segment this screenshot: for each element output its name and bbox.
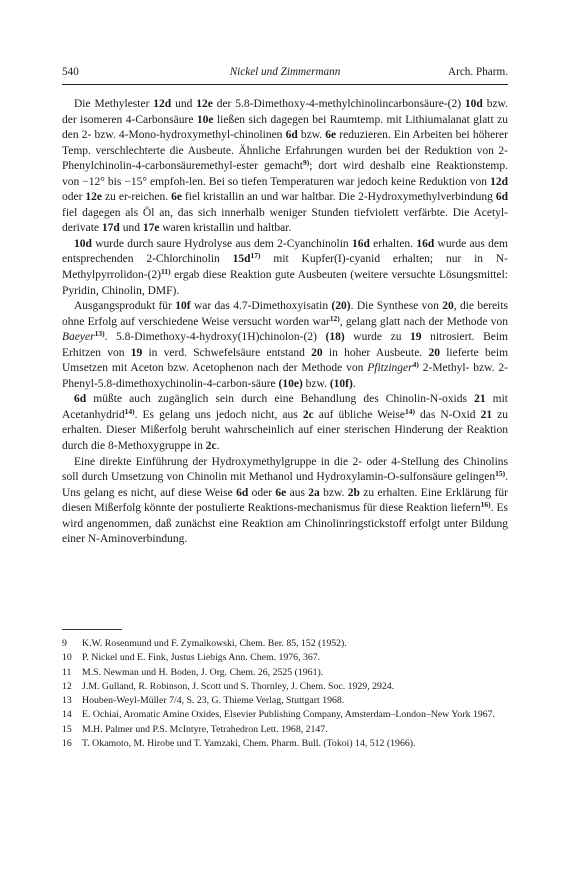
body-text <box>62 97 508 548</box>
journal-abbreviation: Arch. Pharm. <box>448 66 508 78</box>
footnote-rule <box>62 629 122 630</box>
running-authors: Nickel und Zimmermann <box>229 66 341 78</box>
footnotes <box>62 637 508 751</box>
paragraph: 6d müßte auch zugänglich sein durch eine Behandlung des Chinolin-N-oxids 21 mit Acetanhydrid$^{14)}$. Es gelang uns jedoch nicht, aus 2c auf übliche Weise$^{14)}$ das N-Oxid 21 zu erhalten. Dieser Mißerfolg beruht wahrscheinlich auf einer sterischen Hinderung der Reaktion durch die 8-Methoxygruppe in 2c. <box>62 393 509 453</box>
paragraph: Ausgangsprodukt für 10f war das 4.7-Dimethoxyisatin (20). Die Synthese von 20, die bereits ohne Erfolg auf verschiedene Weise versucht worden war$^{12)}$, gelang glatt nach der Methode von Baeyer$^{13)}$. 5.8-Dimethoxy-4-hydroxy(1H)chinolon-(2) (18) wurde zu 19 nitrosiert. Beim Erhitzen von 19 in verd. Schwefelsäure entstand 20 in hoher Ausbeute. 20 lieferte beim Umsetzen mit Aceton bzw. Acetophenon nach der Methode von Pfitzinger$^{4)}$ 2-Methyl- bzw. 2-Phenyl-5.8-dimethoxychinolin-4-carbon-säure (10e) bzw. (10f). <box>62 300 509 390</box>
page-number: 540 <box>62 66 79 78</box>
paragraph: 10d wurde durch saure Hydrolyse aus dem 2-Cyanchinolin 16d erhalten. 16d wurde aus dem entsprechenden 2-Chlorchinolin $15d^{17)}$ mit Kupfer(I)-cyanid erhalten; nur in $N-Methylpyrrolidon-(2)^{11)}$ ergab diese Reaktion gute Ausbeuten (weitere versuchte Lösungsmittel: Pyridin, Chinolin, DMF). <box>62 237 508 297</box>
footnote: 13 Houben-Weyl-Müller 7/4, S. 23, G. Thieme Verlag, Stuttgart 1968. <box>62 695 345 707</box>
footnote: 16 T. Okamoto, M. Hirobe und T. Yamzaki, Chem. Pharm. Bull. (Tokoi) 14, 512 (1966). <box>62 738 416 750</box>
footnote: 15 M.H. Palmer und P.S. McIntyre, Tetrahedron Lett. 1968, 2147. <box>62 723 328 735</box>
header-rule <box>62 84 508 85</box>
footnote: 14 E. Ochiai, Aromatic Amine Oxides, Elsevier Publishing Company, Amsterdam–London–New York 1967. <box>62 709 495 721</box>
running-header <box>62 66 508 82</box>
footnote: 9 K.W. Rosenmund und F. Zymalkowski, Chem. Ber. 85, 152 (1952). <box>62 638 347 649</box>
paragraph: Eine direkte Einführung der Hydroxymethylgruppe in die 2- oder 4-Stellung des Chinolins soll durch Umsetzung von Chinolin mit Methanol und Hydroxylamin-O-sulfonsäure gelingen$^{15)}$. Uns gelang es nicht, auf diese Weise 6d oder 6e aus 2a bzw. 2b zu erhalten. Eine Erklärung für diesen Mißerfolg könnte der postulierte Reaktions-mechanismus für diese Reaktion liefern$^{16)}$. Es wird angenommen, daß zunächst eine Reaktion am Chinolinringstickstoff erfolgt unter Bildung einer N-Aminoverbindung. <box>62 455 508 546</box>
footnote: 11 M.S. Newman und H. Boden, J. Org. Chem. 26, 2525 (1961). <box>62 666 324 678</box>
footnote: 12 J.M. Gulland, R. Robinson, J. Scott und S. Thornley, J. Chem. Soc. 1929, 2924. <box>62 680 395 692</box>
footnote: 10 P. Nickel und E. Fink, Justus Liebigs Ann. Chem. 1976, 367. <box>62 652 321 664</box>
paragraph: Die Methylester 12d und 12e der 5.8-Dimethoxy-4-methylchinolincarbonsäure-(2) 10d bzw. der isomeren 4-Carbonsäure 10e ließen sich dagegen bei Raumtemp. mit Lithiumalanat glatt zu den 2- bzw. 4-Mono-hydroxymethyl-chinolinen 6d bzw. 6e reduzieren. Ein Arbeiten bei höherer Temp. verschlechterte die Ausbeute. Ähnliche Erfahrungen wurden bei der Reduktion von 2-Phenylchinolin-4-carbonsäuremethyl-ester gemacht$^{9)}$; dort wird deshalb eine Reaktionstemp. von −12° bis −15° empfoh-len. Bei so tiefen Temperaturen war jedoch keine Reduktion von 12d oder 12e zu er-reichen. 6e fiel kristallin an und war haltbar. Die 2-Hydroxymethylverbindung 6d fiel dagegen als Öl an, das sich innerhalb weniger Stunden tiefviolett verfärbte. Die Acetyl-derivate 17d und 17e waren kristallin und haltbar. <box>62 98 509 235</box>
